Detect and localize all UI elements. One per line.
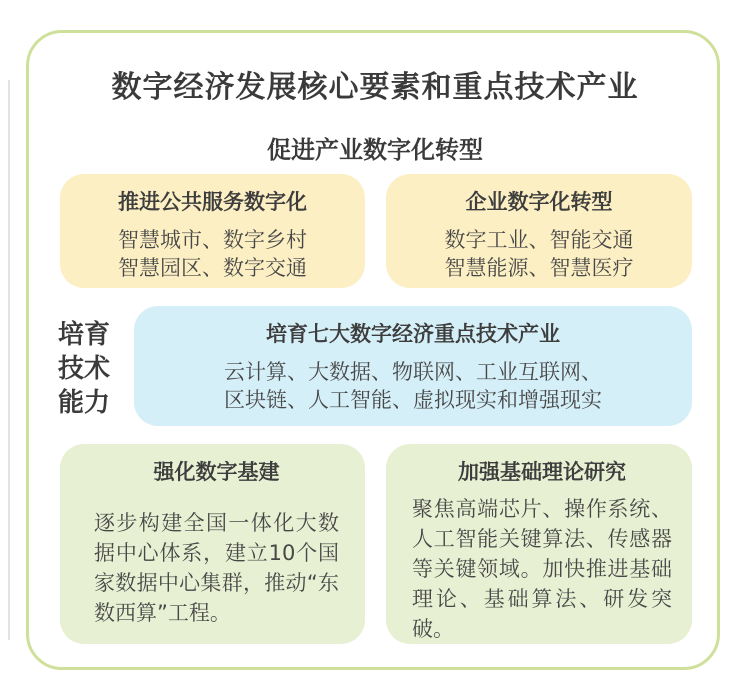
side-label	[58, 318, 120, 420]
enterprise-box	[386, 174, 692, 288]
public-services-line-2: 智慧园区、数字交通	[118, 256, 307, 280]
side-label-line-2: 技术	[58, 354, 111, 384]
basic-research-box	[386, 444, 692, 644]
key-industries-line-1: 云计算、大数据、物联网、工业互联网、	[224, 360, 602, 384]
digital-infrastructure-text: 逐步构建全国一体化大数据中心体系，建立10个国家数据中心集群，推动“东数西算”工程。	[94, 511, 339, 625]
digital-infrastructure-box	[60, 444, 365, 644]
basic-research-heading: 加强基础理论研究	[458, 460, 626, 484]
diagram-title: 数字经济发展核心要素和重点技术产业	[111, 70, 639, 105]
section-subtitle: 促进产业数字化转型	[267, 136, 483, 164]
side-label-line-3: 能力	[58, 388, 111, 418]
basic-research-text: 聚焦高端芯片、操作系统、人工智能关键算法、传感器等关键领域。加快推进基础理论、基础算法、研发突破。	[412, 497, 672, 641]
enterprise-line-2: 智慧能源、智慧医疗	[444, 256, 634, 280]
enterprise-heading: 企业数字化转型	[465, 190, 613, 214]
public-services-box	[60, 174, 365, 288]
public-services-heading: 推进公共服务数字化	[118, 190, 307, 214]
digital-infrastructure-heading: 强化数字基建	[153, 460, 280, 484]
key-industries-box	[134, 306, 692, 426]
key-industries-heading: 培育七大数字经济重点技术产业	[266, 322, 560, 346]
side-label-line-1: 培育	[58, 320, 111, 350]
key-industries-line-2: 区块链、人工智能、虚拟现实和增强现实	[224, 388, 602, 412]
enterprise-line-1: 数字工业、智能交通	[444, 228, 634, 252]
public-services-line-1: 智慧城市、数字乡村	[118, 228, 307, 252]
